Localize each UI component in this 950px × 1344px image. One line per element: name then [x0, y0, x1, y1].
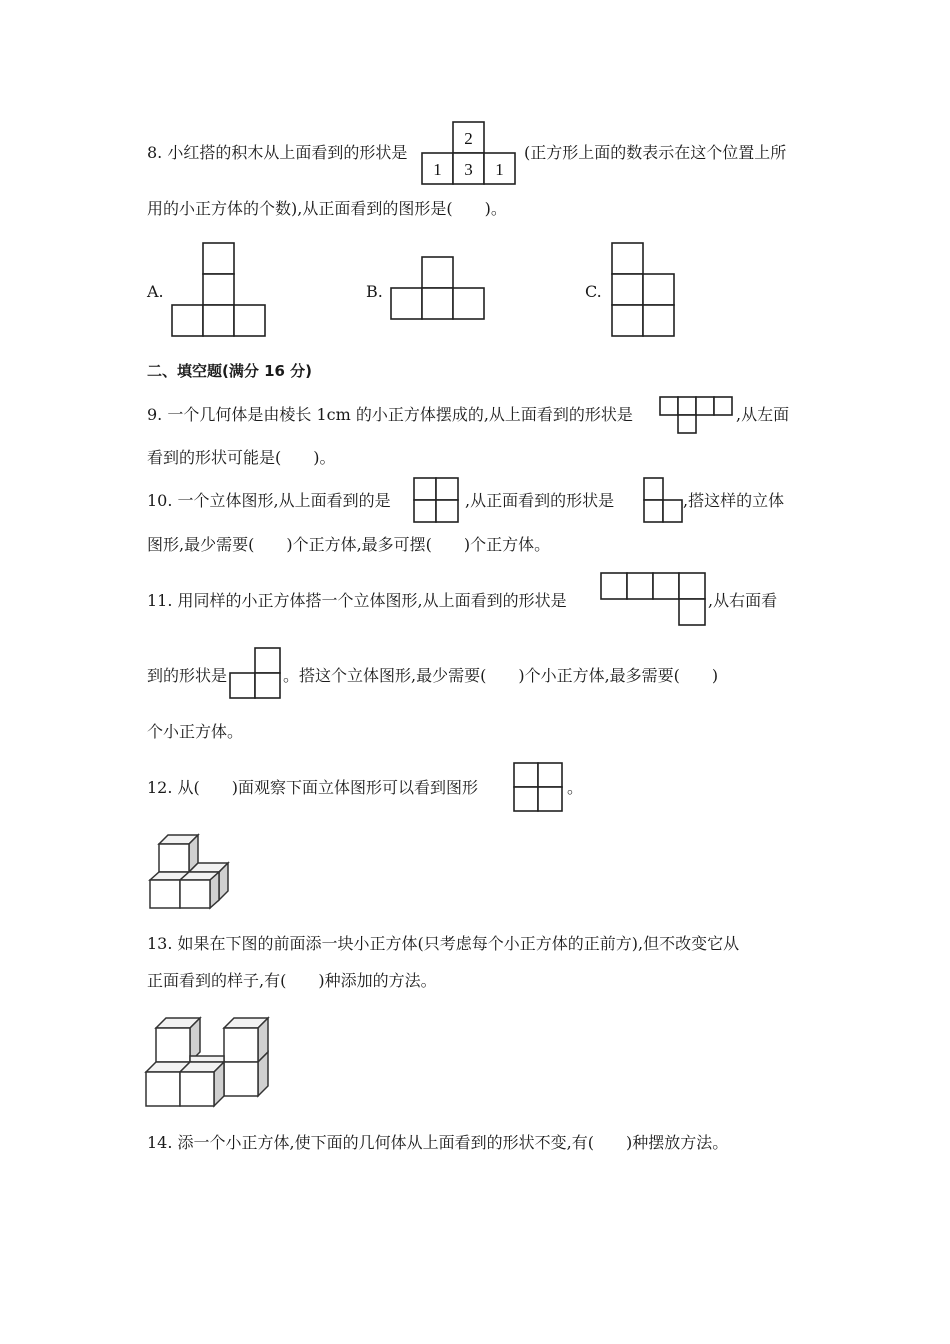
q8-option-c-label: C. — [585, 282, 602, 301]
q8-grid-number-top: 2 — [464, 129, 473, 148]
q12-text-line1: 12. 从( )面观察下面立体图形可以看到图形 — [147, 778, 479, 797]
q9-top-view-figure — [659, 396, 739, 436]
q12-cube-figure — [148, 834, 232, 912]
q11-right-view-figure — [229, 647, 285, 701]
q8-option-a-label: A. — [147, 282, 164, 301]
q13-text-line2: 正面看到的样子,有( )种添加的方法。 — [147, 971, 437, 990]
q12-view-figure — [513, 762, 565, 812]
q12-text-line1-cont: 。 — [567, 778, 584, 797]
q11-text-line1-cont: ,从右面看 — [708, 591, 778, 610]
q8-option-b-figure — [391, 256, 487, 322]
q8-option-c-figure — [612, 242, 678, 338]
q8-text-line1: 8. 小红搭的积木从上面看到的形状是 — [147, 143, 408, 162]
q11-top-view-figure — [600, 572, 710, 630]
q8-option-a-figure — [172, 242, 268, 338]
q10-text-line2: 图形,最少需要( )个正方体,最多可摆( )个正方体。 — [147, 535, 551, 554]
q8-text-line1-cont: (正方形上面的数表示在这个位置上所 — [524, 143, 787, 162]
q9-text-line2: 看到的形状可能是( )。 — [147, 448, 336, 467]
q9-text-line1-cont: ,从左面 — [736, 405, 790, 424]
q10-text-line1: 10. 一个立体图形,从上面看到的是 — [147, 491, 391, 510]
section-heading: 二、填空题(满分 16 分) — [147, 362, 313, 380]
q11-text-line3: 个小正方体。 — [147, 722, 244, 741]
q11-text-line1: 11. 用同样的小正方体搭一个立体图形,从上面看到的形状是 — [147, 591, 567, 610]
q8-grid-number-left: 1 — [433, 160, 442, 179]
q9-text-line1: 9. 一个几何体是由棱长 1cm 的小正方体摆成的,从上面看到的形状是 — [147, 405, 633, 424]
q13-cube-figure — [144, 1016, 274, 1112]
q10-top-view-figure — [413, 477, 461, 523]
q11-text-line2-cont: 。搭这个立体图形,最少需要( )个小正方体,最多需要( ) — [283, 666, 719, 685]
q8-option-b-label: B. — [366, 282, 383, 301]
q10-front-view-figure — [643, 477, 685, 523]
q8-grid-number-right: 1 — [495, 160, 504, 179]
q8-top-view-grid — [421, 120, 521, 186]
q10-text-line1-cont2: ,搭这样的立体 — [683, 491, 785, 510]
q13-text-line1: 13. 如果在下图的前面添一块小正方体(只考虑每个小正方体的正前方),但不改变它从 — [147, 934, 740, 953]
q8-grid-number-middle: 3 — [464, 160, 473, 179]
q14-text-line1: 14. 添一个小正方体,使下面的几何体从上面看到的形状不变,有( )种摆放方法。 — [147, 1133, 729, 1152]
q11-text-line2: 到的形状是 — [147, 666, 228, 685]
q10-text-line1-cont1: ,从正面看到的形状是 — [465, 491, 615, 510]
q8-text-line2: 用的小正方体的个数),从正面看到的图形是( )。 — [147, 199, 507, 218]
